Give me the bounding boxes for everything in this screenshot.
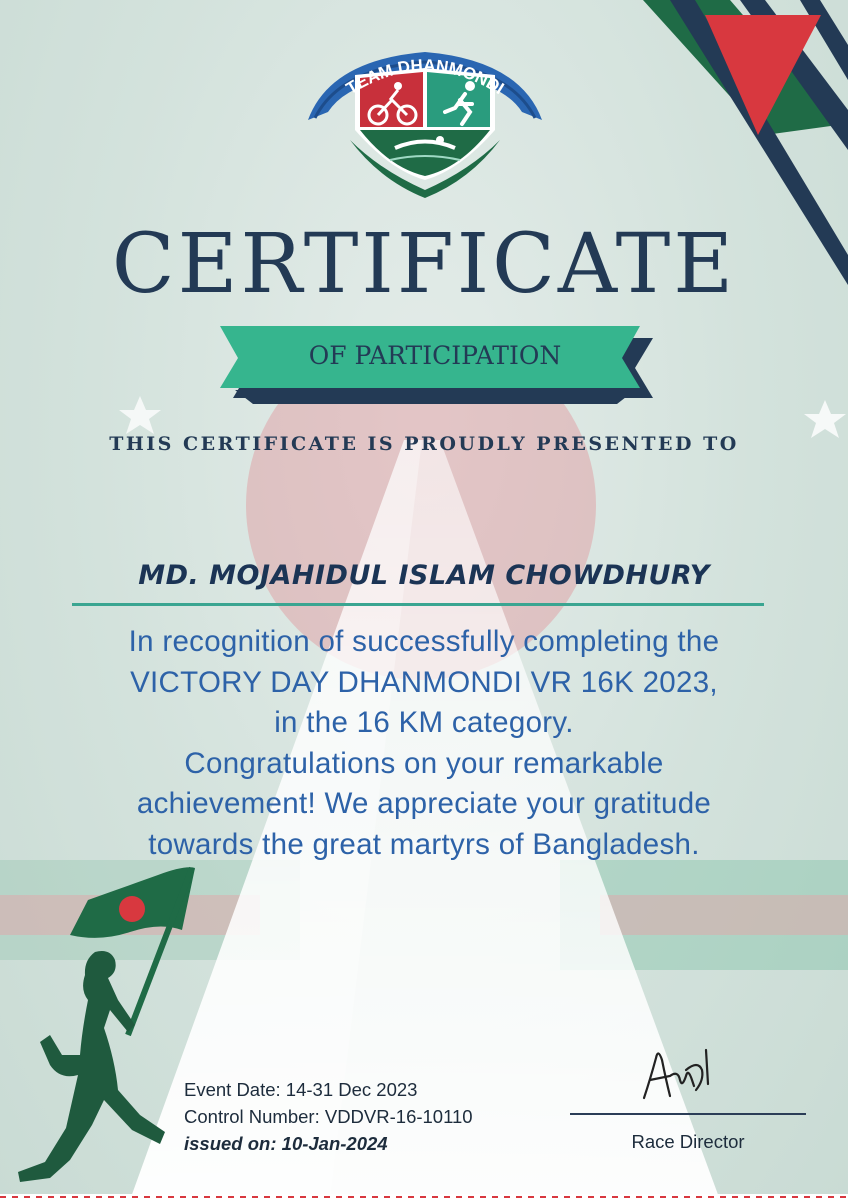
presented-to-heading: THIS CERTIFICATE IS PROUDLY PRESENTED TO (109, 433, 739, 455)
runner-silhouette (18, 951, 165, 1182)
body-line: VICTORY DAY DHANMONDI VR 16K 2023, (130, 665, 718, 699)
body-line: In recognition of successfully completing the (128, 625, 720, 658)
issued-on: issued on: 10-Jan-2024 (184, 1133, 388, 1154)
logo-text-arc (300, 20, 550, 202)
red-stripe-right (600, 895, 848, 935)
recognition-text (30, 622, 818, 865)
signature-image (636, 1040, 716, 1102)
body-line: Congratulations on your remarkable (184, 746, 664, 780)
svg-text:TEAM DHANMONDI (343, 56, 508, 98)
event-date: Event Date: 14-31 Dec 2023 (184, 1079, 418, 1100)
name-underline (72, 603, 764, 606)
body-line: towards the great martyrs of Bangladesh. (148, 827, 700, 861)
event-details (184, 1076, 473, 1157)
flag-disc (119, 896, 145, 922)
logo-text: TEAM DHANMONDI (342, 55, 508, 99)
runner-with-flag-illustration (0, 860, 215, 1200)
certificate-subtitle: OF PARTICIPATION (308, 341, 562, 370)
signature-line (570, 1113, 806, 1115)
certificate-title: CERTIFICATE (111, 217, 737, 312)
body-line: achievement! We appreciate your gratitude (136, 787, 712, 820)
control-number: Control Number: VDDVR-16-10110 (184, 1106, 473, 1127)
star-left (119, 396, 161, 434)
recipient-name: MD. MOJAHIDUL ISLAM CHOWDHURY (138, 560, 710, 591)
signatory-title: Race Director (631, 1131, 745, 1152)
body-line: in the 16 KM category. (274, 706, 574, 739)
